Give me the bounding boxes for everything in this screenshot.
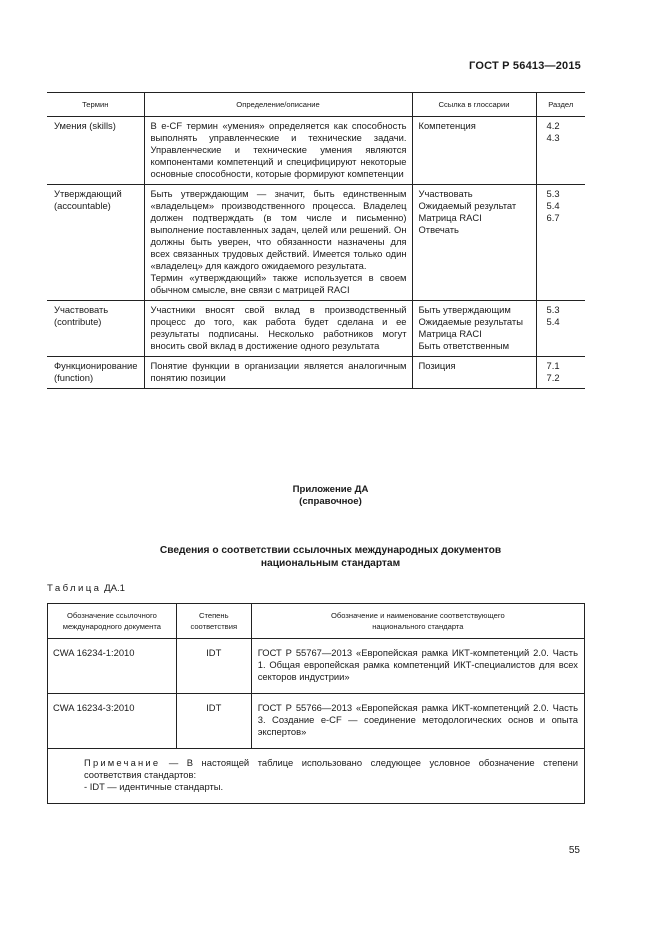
definition-text: Термин «утверждающий» также используется в своем обычном смысле, вне связи с матрицей RACI: [150, 272, 407, 295]
definition-text: В е-CF термин «умения» определяется как способность выполнять управленческие и технические задачи. Управленческие и технические умения являются компонентами компетенций и специфицируют некоторые основные способности, которые формируют компетенции: [150, 120, 407, 179]
header-degree: [176, 604, 251, 639]
section-ref: 5.3: [546, 188, 560, 199]
glossary-link: Матрица RACI: [418, 212, 482, 223]
definition-cell: [144, 301, 412, 357]
link-cell: [412, 117, 536, 185]
header-term: Термин: [47, 93, 144, 117]
appendix-subtitle: (справочное): [299, 496, 362, 507]
glossary-link: Позиция: [418, 360, 456, 371]
glossary-link: Участвовать: [418, 188, 473, 199]
table-caption-word: Таблица: [47, 583, 102, 594]
section-cell: [536, 117, 585, 185]
page-number: 55: [568, 845, 580, 856]
header-glossary-link: Ссылка в глоссарии: [412, 93, 536, 117]
header-line: Степень: [198, 611, 229, 620]
glossary-link: Быть утверждающим: [418, 304, 511, 315]
section-ref: 5.3: [546, 304, 560, 315]
document-code: ГОСТ Р 56413—2015: [469, 60, 581, 72]
section-ref: 5.4: [546, 316, 560, 327]
note-item: - IDT — идентичные стандарты.: [84, 781, 224, 792]
header-line: соответствия: [190, 622, 238, 631]
glossary-link: Ожидаемые результаты: [418, 316, 523, 327]
glossary-link: Быть ответственным: [418, 340, 510, 351]
header-definition: Определение/описание: [144, 93, 412, 117]
note-label: Примечание: [84, 757, 161, 768]
link-cell: [412, 301, 536, 357]
glossary-link: Компетенция: [418, 120, 476, 131]
glossary-link: Матрица RACI: [418, 328, 482, 339]
intl-doc-cell: CWA 16234-1:2010: [48, 639, 177, 694]
section-ref: 5.4: [546, 200, 560, 211]
header-line: международного документа: [62, 622, 161, 631]
link-cell: [412, 357, 536, 389]
table-caption-number: ДА.1: [104, 583, 125, 594]
header-section: Раздел: [536, 93, 585, 117]
appendix-title: Приложение ДА: [292, 484, 369, 495]
section-cell: [536, 357, 585, 389]
national-standard-cell: ГОСТ Р 55766—2013 «Европейская рамка ИКТ-компетенций 2.0. Часть 3. Создание е-CF — соединение методологических основ и опыта экспертов»: [251, 694, 584, 749]
definition-cell: [144, 117, 412, 185]
note-text: [54, 757, 578, 781]
table-row: [48, 639, 585, 694]
correspondence-header-row: [48, 604, 585, 639]
section-ref: 7.2: [546, 372, 560, 383]
section-cell: [536, 301, 585, 357]
table-row: [47, 301, 585, 357]
table-caption: [47, 583, 125, 594]
definition-cell: [144, 357, 412, 389]
table-row: [47, 357, 585, 389]
table-row: [47, 185, 585, 301]
glossary-link: Ожидаемый результат: [418, 200, 517, 211]
section-ref: 4.3: [546, 132, 560, 143]
term-cell: Функционирование (function): [47, 357, 144, 389]
section-cell: [536, 185, 585, 301]
section-ref: 7.1: [546, 360, 560, 371]
glossary-link: Отвечать: [418, 224, 459, 235]
definition-cell: [144, 185, 412, 301]
header-intl-doc: [48, 604, 177, 639]
header-national: [251, 604, 584, 639]
note-cell: [48, 749, 585, 804]
glossary-header-row: [47, 93, 585, 117]
table-row: [48, 694, 585, 749]
section-title-line: национальным стандартам: [260, 557, 401, 569]
header-line: национального стандарта: [372, 622, 464, 631]
definition-text: Участники вносят свой вклад в производственный процесс до того, как работа будет сделана и ее результаты подписаны. Несколько работников могут вносить свой вклад в достижение одного результата: [150, 304, 407, 351]
header-line: Обозначение ссылочного: [66, 611, 157, 620]
header-line: Обозначение и наименование соответствующего: [331, 611, 505, 620]
term-cell: Участвовать (contribute): [47, 301, 144, 357]
definition-text: Быть утверждающим — значит, быть единственным «владельцем» производственного процесса. Владелец должен подтверждать (в том числе и письменно) выполнение поставленных задач, целей или решений. Он должны быть уверен, что обязанности назначены для всех связанных трудовых действий. Имеется только один «владелец» для каждого ожидаемого результата.: [150, 188, 407, 271]
section-heading: [0, 545, 661, 570]
section-title-line: Сведения о соответствии ссылочных международных документов: [159, 545, 502, 556]
degree-cell: IDT: [176, 639, 251, 694]
table-row: [47, 117, 585, 185]
term-cell: Утверждающий (accountable): [47, 185, 144, 301]
note-row: [48, 749, 585, 804]
correspondence-table: [47, 603, 585, 804]
national-standard-cell: ГОСТ Р 55767—2013 «Европейская рамка ИКТ-компетенций 2.0. Часть 1. Общая европейская рамка компетенций ИКТ-специалистов для всех секторов индустрии»: [251, 639, 584, 694]
intl-doc-cell: CWA 16234-3:2010: [48, 694, 177, 749]
note-body: — В настоящей таблице использовано следующее условное обозначение степени соответствия стандартов:: [84, 757, 578, 780]
degree-cell: IDT: [176, 694, 251, 749]
definition-text: Понятие функции в организации является аналогичным понятию позиции: [150, 360, 407, 383]
glossary-table: [47, 92, 585, 389]
section-ref: 4.2: [546, 120, 560, 131]
term-cell: Умения (skills): [47, 117, 144, 185]
section-ref: 6.7: [546, 212, 560, 223]
link-cell: [412, 185, 536, 301]
appendix-heading: [0, 484, 661, 508]
